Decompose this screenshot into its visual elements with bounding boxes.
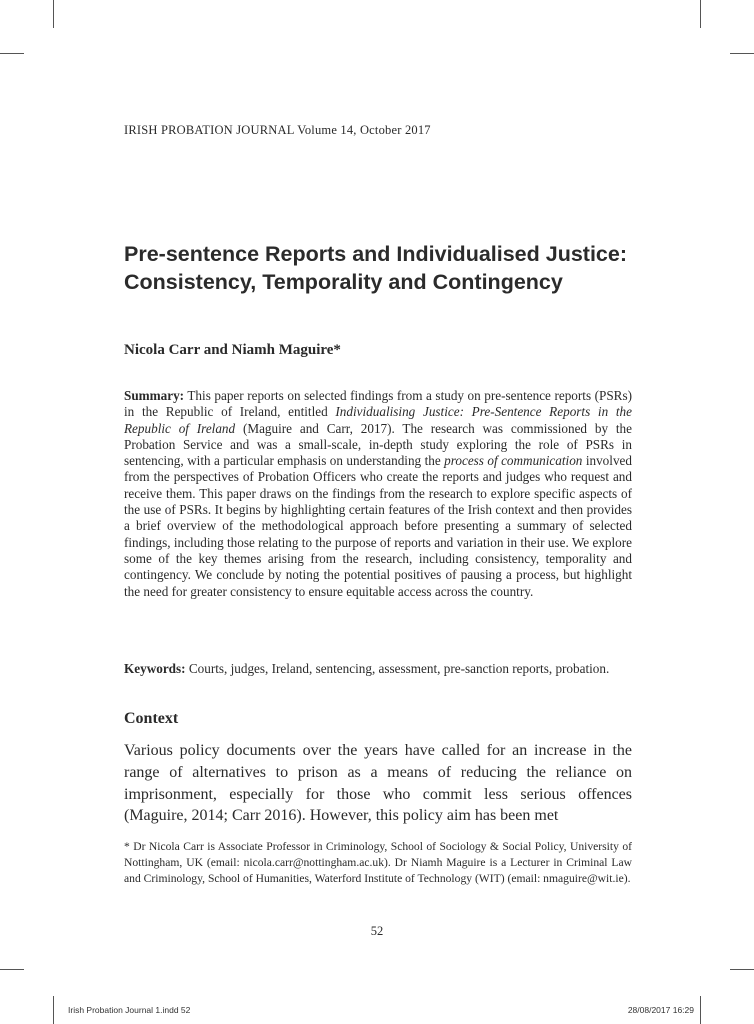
author-footnote: * Dr Nicola Carr is Associate Professor in Criminology, School of Sociology & Social Policy, University of Nottingham, UK (email: nicola.carr@nottingham.ac.uk). Dr Niamh Maguire is a Lecturer in Criminal Law and Criminology, School of Humanities, Waterford Institute of Technology (WIT) (email: nmaguire@wit.ie). <box>124 840 632 886</box>
summary-report-title: Individualising Justice: Pre-Sentence Reports in the Republic of Ireland <box>124 404 632 436</box>
summary-paragraph <box>124 388 632 600</box>
print-slug-filename: Irish Probation Journal 1.indd 52 <box>68 1005 191 1015</box>
summary-emphasis: process of communication <box>444 453 583 469</box>
title-line-2: Consistency, Temporality and Contingency <box>124 270 563 294</box>
crop-mark-left-top <box>0 53 24 54</box>
crop-mark-left-bottom <box>0 969 24 970</box>
summary-text-2: (Maguire and Carr, 2017). The research was commissioned by the Probation Service and was a small-scale, in-depth study exploring the role of PSRs in sentencing, with a particular emphasis on understanding the <box>124 420 632 469</box>
summary-label: Summary: <box>124 388 185 403</box>
keywords-label: Keywords: <box>124 661 186 676</box>
summary-text-3: involved from the perspectives of Probation Officers who create the reports and judges who request and receive them. This paper draws on the findings from the research to explore specific aspects of the use of PSRs. It begins by highlighting certain features of the Irish context and then provides a brief overview of the methodological approach before presenting a summary of selected findings, including those relating to the purpose of reports and variation in their use. We explore some of the key themes arising from the research, including consistency, temporality and contingency. We conclude by noting the potential positives of pausing a process, but highlight the need for greater consistency to ensure equitable access across the country. <box>124 453 632 599</box>
crop-mark-right-bottom <box>730 969 754 970</box>
authors: Nicola Carr and Niamh Maguire* <box>124 342 341 358</box>
crop-mark-right-top <box>730 53 754 54</box>
article-title <box>124 240 644 296</box>
body-paragraph: Various policy documents over the years have called for an increase in the range of alternatives to prison as a means of reducing the reliance on imprisonment, especially for those who commit less serious offences (Maguire, 2014; Carr 2016). However, this policy aim has been met <box>124 742 632 825</box>
title-line-1: Pre-sentence Reports and Individualised Justice: <box>124 242 628 266</box>
crop-mark-top-left <box>53 0 54 28</box>
running-head: IRISH PROBATION JOURNAL Volume 14, October 2017 <box>124 123 431 137</box>
section-heading: Context <box>124 710 179 727</box>
print-slug-timestamp: 28/08/2017 16:29 <box>627 1005 694 1015</box>
crop-mark-bottom-right <box>700 996 701 1024</box>
page-number: 52 <box>370 924 384 938</box>
keywords-text: Courts, judges, Ireland, sentencing, assessment, pre-sanction reports, probation. <box>185 661 610 676</box>
crop-mark-bottom-left <box>53 996 54 1024</box>
crop-mark-top-right <box>700 0 701 28</box>
summary-text-1: This paper reports on selected findings from a study on pre-sentence reports (PSRs) in the Republic of Ireland, entitled <box>124 388 632 420</box>
keywords-paragraph <box>124 661 632 677</box>
